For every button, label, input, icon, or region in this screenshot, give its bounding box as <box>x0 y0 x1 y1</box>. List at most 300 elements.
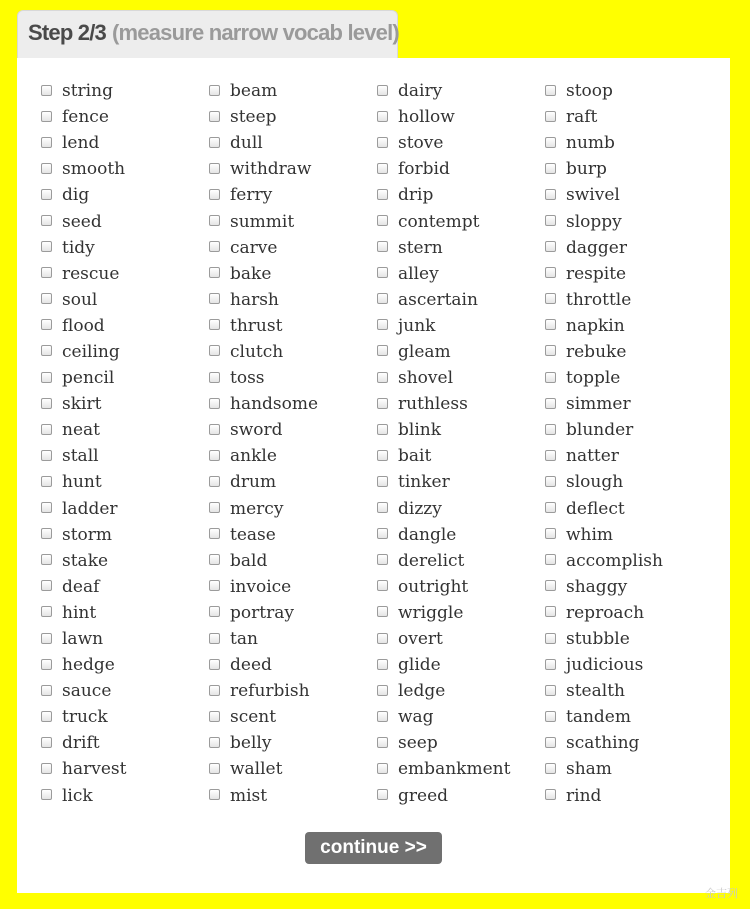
word-label: embankment <box>398 759 511 780</box>
word-option[interactable] <box>209 522 377 548</box>
word-label: hint <box>62 602 97 623</box>
word-label: portray <box>230 602 294 623</box>
word-option[interactable] <box>209 600 377 626</box>
word-checkbox[interactable] <box>209 659 220 670</box>
word-checkbox[interactable] <box>545 606 556 617</box>
word-option[interactable] <box>545 287 713 313</box>
word-checkbox[interactable] <box>545 372 556 383</box>
word-option[interactable] <box>209 548 377 574</box>
word-option[interactable] <box>209 678 377 704</box>
continue-button[interactable]: continue >> <box>305 832 442 864</box>
word-checkbox[interactable] <box>209 450 220 461</box>
word-label: rebuke <box>566 341 627 362</box>
word-checkbox[interactable] <box>41 319 52 330</box>
word-option[interactable] <box>41 626 209 652</box>
word-checkbox[interactable] <box>209 476 220 487</box>
word-checkbox[interactable] <box>377 633 388 644</box>
word-checkbox[interactable] <box>209 633 220 644</box>
word-option[interactable] <box>377 78 545 104</box>
word-option[interactable] <box>545 522 713 548</box>
word-checkbox[interactable] <box>545 189 556 200</box>
word-option[interactable] <box>545 548 713 574</box>
word-checkbox[interactable] <box>377 685 388 696</box>
word-label: junk <box>398 315 436 336</box>
word-checkbox[interactable] <box>209 163 220 174</box>
word-label: soul <box>62 289 98 310</box>
word-option[interactable] <box>377 417 545 443</box>
word-checkbox[interactable] <box>209 763 220 774</box>
word-checkbox[interactable] <box>41 215 52 226</box>
word-option[interactable] <box>209 182 377 208</box>
word-checkbox[interactable] <box>545 685 556 696</box>
word-checkbox[interactable] <box>545 163 556 174</box>
word-option[interactable] <box>377 208 545 234</box>
word-option[interactable] <box>545 496 713 522</box>
word-checkbox[interactable] <box>377 711 388 722</box>
word-checkbox[interactable] <box>209 502 220 513</box>
word-checkbox[interactable] <box>377 137 388 148</box>
word-label: sloppy <box>566 211 622 232</box>
word-checkbox[interactable] <box>41 137 52 148</box>
word-label: drift <box>62 733 100 754</box>
step-hint: (measure narrow vocab level) <box>111 20 399 45</box>
word-label: whim <box>566 524 614 545</box>
word-checkbox[interactable] <box>209 711 220 722</box>
word-option[interactable] <box>209 783 377 809</box>
word-label: outright <box>398 576 469 597</box>
word-label: tinker <box>398 472 450 493</box>
word-checkbox[interactable] <box>545 424 556 435</box>
word-label: belly <box>230 733 272 754</box>
word-label: summit <box>230 211 295 232</box>
word-label: slough <box>566 472 624 493</box>
word-label: neat <box>62 420 100 441</box>
word-option[interactable] <box>41 469 209 495</box>
word-option[interactable] <box>41 783 209 809</box>
word-label: thrust <box>230 315 283 336</box>
word-checkbox[interactable] <box>209 789 220 800</box>
word-option[interactable] <box>545 130 713 156</box>
word-checkbox[interactable] <box>41 580 52 591</box>
word-option[interactable] <box>377 182 545 208</box>
word-label: deed <box>230 655 272 676</box>
word-checkbox[interactable] <box>41 163 52 174</box>
word-checkbox[interactable] <box>377 424 388 435</box>
word-option[interactable] <box>209 469 377 495</box>
word-option[interactable] <box>545 313 713 339</box>
word-option[interactable] <box>545 104 713 130</box>
word-option[interactable] <box>41 156 209 182</box>
word-option[interactable] <box>377 313 545 339</box>
word-label: raft <box>566 107 598 128</box>
word-checkbox[interactable] <box>377 189 388 200</box>
word-option[interactable] <box>377 261 545 287</box>
word-checkbox[interactable] <box>377 241 388 252</box>
word-option[interactable] <box>209 235 377 261</box>
word-option[interactable] <box>545 417 713 443</box>
word-label: wag <box>398 707 434 728</box>
word-checkbox[interactable] <box>545 633 556 644</box>
word-checkbox[interactable] <box>377 267 388 278</box>
word-checkbox[interactable] <box>41 554 52 565</box>
word-checkbox[interactable] <box>41 372 52 383</box>
word-label: hunt <box>62 472 102 493</box>
word-checkbox[interactable] <box>41 789 52 800</box>
word-label: hedge <box>62 655 115 676</box>
word-label: natter <box>566 446 619 467</box>
word-label: fence <box>62 107 109 128</box>
word-label: judicious <box>566 655 644 676</box>
word-option[interactable] <box>209 626 377 652</box>
word-checkbox[interactable] <box>209 293 220 304</box>
word-checkbox[interactable] <box>377 789 388 800</box>
word-option[interactable] <box>377 235 545 261</box>
word-checkbox[interactable] <box>209 528 220 539</box>
word-label: lend <box>62 133 100 154</box>
word-checkbox[interactable] <box>545 528 556 539</box>
word-option[interactable] <box>41 339 209 365</box>
word-option[interactable] <box>545 626 713 652</box>
word-checkbox[interactable] <box>377 85 388 96</box>
word-option[interactable] <box>209 574 377 600</box>
word-checkbox[interactable] <box>209 189 220 200</box>
word-option[interactable] <box>41 574 209 600</box>
word-option[interactable] <box>209 104 377 130</box>
word-checkbox[interactable] <box>545 241 556 252</box>
word-option[interactable] <box>377 600 545 626</box>
word-checkbox[interactable] <box>209 267 220 278</box>
word-option[interactable] <box>41 522 209 548</box>
word-label: deaf <box>62 576 100 597</box>
word-option[interactable] <box>41 130 209 156</box>
word-option[interactable] <box>209 313 377 339</box>
word-option[interactable] <box>545 391 713 417</box>
word-checkbox[interactable] <box>377 659 388 670</box>
word-option[interactable] <box>377 756 545 782</box>
word-option[interactable] <box>377 104 545 130</box>
word-option[interactable] <box>209 496 377 522</box>
word-checkbox[interactable] <box>41 476 52 487</box>
word-option[interactable] <box>377 156 545 182</box>
word-label: swivel <box>566 185 620 206</box>
step-label: Step 2/3 <box>28 20 106 45</box>
word-label: refurbish <box>230 681 310 702</box>
watermark-logo: 金吉列 <box>705 887 738 900</box>
word-option[interactable] <box>545 339 713 365</box>
word-checkbox[interactable] <box>545 345 556 356</box>
word-option[interactable] <box>41 235 209 261</box>
word-checkbox[interactable] <box>41 763 52 774</box>
word-checkbox[interactable] <box>377 737 388 748</box>
word-option[interactable] <box>545 365 713 391</box>
word-label: scent <box>230 707 277 728</box>
word-label: string <box>62 81 113 102</box>
word-checkbox[interactable] <box>377 319 388 330</box>
word-label: burp <box>566 159 607 180</box>
word-label: smooth <box>62 159 126 180</box>
word-label: bald <box>230 550 268 571</box>
word-checkbox[interactable] <box>377 345 388 356</box>
word-label: truck <box>62 707 108 728</box>
word-label: ledge <box>398 681 446 702</box>
word-option[interactable] <box>209 261 377 287</box>
word-checkbox[interactable] <box>209 424 220 435</box>
word-checkbox[interactable] <box>377 528 388 539</box>
word-checkbox[interactable] <box>545 737 556 748</box>
word-checkbox[interactable] <box>209 241 220 252</box>
word-option[interactable] <box>377 548 545 574</box>
word-checkbox[interactable] <box>377 215 388 226</box>
word-option[interactable] <box>377 443 545 469</box>
word-checkbox[interactable] <box>377 554 388 565</box>
word-checkbox[interactable] <box>377 606 388 617</box>
word-option[interactable] <box>377 339 545 365</box>
word-label: storm <box>62 524 113 545</box>
word-checkbox[interactable] <box>209 345 220 356</box>
word-option[interactable] <box>545 678 713 704</box>
word-checkbox[interactable] <box>41 424 52 435</box>
word-checkbox[interactable] <box>377 476 388 487</box>
word-option[interactable] <box>377 678 545 704</box>
word-checkbox[interactable] <box>545 711 556 722</box>
word-label: topple <box>566 368 621 389</box>
word-option[interactable] <box>377 496 545 522</box>
word-checkbox[interactable] <box>377 763 388 774</box>
word-label: tidy <box>62 237 95 258</box>
word-option[interactable] <box>545 156 713 182</box>
word-checkbox[interactable] <box>41 345 52 356</box>
word-checkbox[interactable] <box>545 293 556 304</box>
word-label: sword <box>230 420 283 441</box>
word-option[interactable] <box>209 339 377 365</box>
word-label: harsh <box>230 289 279 310</box>
word-option[interactable] <box>209 365 377 391</box>
word-option[interactable] <box>209 130 377 156</box>
word-checkbox[interactable] <box>209 137 220 148</box>
word-checkbox[interactable] <box>377 293 388 304</box>
word-label: stealth <box>566 681 625 702</box>
word-label: dull <box>230 133 263 154</box>
word-option[interactable] <box>545 78 713 104</box>
word-checkbox[interactable] <box>545 476 556 487</box>
word-option[interactable] <box>545 783 713 809</box>
word-option[interactable] <box>545 704 713 730</box>
word-label: ascertain <box>398 289 478 310</box>
word-checkbox[interactable] <box>545 659 556 670</box>
word-label: blink <box>398 420 442 441</box>
word-label: ferry <box>230 185 273 206</box>
word-option[interactable] <box>41 78 209 104</box>
word-label: drum <box>230 472 277 493</box>
word-checkbox[interactable] <box>41 528 52 539</box>
word-label: pencil <box>62 368 115 389</box>
word-label: shaggy <box>566 576 628 597</box>
word-label: ladder <box>62 498 118 519</box>
word-checkbox[interactable] <box>545 554 556 565</box>
word-checkbox[interactable] <box>545 319 556 330</box>
word-option[interactable] <box>377 783 545 809</box>
word-label: numb <box>566 133 615 154</box>
word-option[interactable] <box>41 313 209 339</box>
word-checkbox[interactable] <box>377 163 388 174</box>
word-label: invoice <box>230 576 292 597</box>
word-checkbox[interactable] <box>377 580 388 591</box>
word-label: tandem <box>566 707 631 728</box>
word-option[interactable] <box>41 730 209 756</box>
word-option[interactable] <box>41 287 209 313</box>
word-option[interactable] <box>377 704 545 730</box>
word-option[interactable] <box>209 443 377 469</box>
word-option[interactable] <box>377 730 545 756</box>
word-option[interactable] <box>377 574 545 600</box>
word-option[interactable] <box>41 261 209 287</box>
word-checkbox[interactable] <box>209 319 220 330</box>
word-option[interactable] <box>545 469 713 495</box>
word-option[interactable] <box>545 235 713 261</box>
word-checkbox[interactable] <box>41 659 52 670</box>
word-option[interactable] <box>377 391 545 417</box>
word-label: carve <box>230 237 278 258</box>
word-checkbox[interactable] <box>377 111 388 122</box>
word-checkbox[interactable] <box>545 789 556 800</box>
word-checkbox[interactable] <box>209 737 220 748</box>
word-checkbox[interactable] <box>545 137 556 148</box>
word-checkbox[interactable] <box>41 633 52 644</box>
word-label: flood <box>62 315 105 336</box>
word-option[interactable] <box>545 574 713 600</box>
word-option[interactable] <box>41 496 209 522</box>
word-checkbox[interactable] <box>41 85 52 96</box>
word-checkbox[interactable] <box>209 580 220 591</box>
word-checkbox[interactable] <box>545 450 556 461</box>
word-label: tease <box>230 524 276 545</box>
word-option[interactable] <box>41 678 209 704</box>
word-checkbox[interactable] <box>545 215 556 226</box>
word-option[interactable] <box>545 652 713 678</box>
word-checkbox[interactable] <box>41 737 52 748</box>
word-label: respite <box>566 263 627 284</box>
word-option[interactable] <box>209 78 377 104</box>
word-label: stove <box>398 133 444 154</box>
word-checkbox[interactable] <box>41 111 52 122</box>
word-checkbox[interactable] <box>545 502 556 513</box>
word-option[interactable] <box>41 652 209 678</box>
word-option[interactable] <box>209 287 377 313</box>
word-option[interactable] <box>545 182 713 208</box>
word-checkbox[interactable] <box>41 293 52 304</box>
word-checkbox[interactable] <box>545 763 556 774</box>
word-checkbox[interactable] <box>209 372 220 383</box>
word-label: hollow <box>398 107 455 128</box>
word-option[interactable] <box>41 208 209 234</box>
word-checkbox[interactable] <box>377 398 388 409</box>
word-checkbox[interactable] <box>545 398 556 409</box>
word-label: drip <box>398 185 434 206</box>
word-option[interactable] <box>209 156 377 182</box>
word-label: ankle <box>230 446 277 467</box>
word-checkbox[interactable] <box>41 398 52 409</box>
word-option[interactable] <box>41 391 209 417</box>
word-option[interactable] <box>377 287 545 313</box>
word-option[interactable] <box>545 756 713 782</box>
vocab-panel <box>17 58 730 893</box>
word-checkbox[interactable] <box>41 267 52 278</box>
word-option[interactable] <box>377 522 545 548</box>
word-checkbox[interactable] <box>209 398 220 409</box>
word-label: wriggle <box>398 602 464 623</box>
word-option[interactable] <box>41 182 209 208</box>
word-option[interactable] <box>545 261 713 287</box>
word-option[interactable] <box>209 417 377 443</box>
word-checkbox[interactable] <box>209 606 220 617</box>
word-label: derelict <box>398 550 465 571</box>
word-label: bait <box>398 446 432 467</box>
word-option[interactable] <box>545 208 713 234</box>
word-checkbox[interactable] <box>545 85 556 96</box>
word-checkbox[interactable] <box>41 502 52 513</box>
word-option[interactable] <box>377 626 545 652</box>
word-option[interactable] <box>545 600 713 626</box>
word-option[interactable] <box>545 443 713 469</box>
word-option[interactable] <box>41 600 209 626</box>
word-checkbox[interactable] <box>545 580 556 591</box>
word-label: throttle <box>566 289 632 310</box>
word-label: gleam <box>398 341 451 362</box>
word-checkbox[interactable] <box>41 711 52 722</box>
word-checkbox[interactable] <box>41 606 52 617</box>
word-checkbox[interactable] <box>377 450 388 461</box>
word-option[interactable] <box>377 365 545 391</box>
word-checkbox[interactable] <box>209 111 220 122</box>
word-checkbox[interactable] <box>41 241 52 252</box>
word-option[interactable] <box>377 130 545 156</box>
word-option[interactable] <box>209 391 377 417</box>
word-option[interactable] <box>377 652 545 678</box>
word-option[interactable] <box>209 652 377 678</box>
word-label: deflect <box>566 498 625 519</box>
word-checkbox[interactable] <box>41 685 52 696</box>
word-option[interactable] <box>41 365 209 391</box>
word-checkbox[interactable] <box>41 450 52 461</box>
word-label: dizzy <box>398 498 442 519</box>
word-checkbox[interactable] <box>545 111 556 122</box>
word-checkbox[interactable] <box>377 372 388 383</box>
word-option[interactable] <box>545 730 713 756</box>
word-option[interactable] <box>41 443 209 469</box>
word-checkbox[interactable] <box>209 85 220 96</box>
word-option[interactable] <box>377 469 545 495</box>
word-option[interactable] <box>209 756 377 782</box>
word-label: steep <box>230 107 277 128</box>
word-checkbox[interactable] <box>209 685 220 696</box>
word-checkbox[interactable] <box>545 267 556 278</box>
word-option[interactable] <box>41 104 209 130</box>
word-checkbox[interactable] <box>377 502 388 513</box>
word-label: dangle <box>398 524 457 545</box>
word-checkbox[interactable] <box>41 189 52 200</box>
word-checkbox[interactable] <box>209 215 220 226</box>
word-option[interactable] <box>41 704 209 730</box>
word-option[interactable] <box>209 730 377 756</box>
word-label: rescue <box>62 263 120 284</box>
word-option[interactable] <box>41 548 209 574</box>
word-label: lick <box>62 785 93 806</box>
word-option[interactable] <box>209 704 377 730</box>
word-option[interactable] <box>41 756 209 782</box>
word-option[interactable] <box>209 208 377 234</box>
word-option[interactable] <box>41 417 209 443</box>
word-checkbox[interactable] <box>209 554 220 565</box>
